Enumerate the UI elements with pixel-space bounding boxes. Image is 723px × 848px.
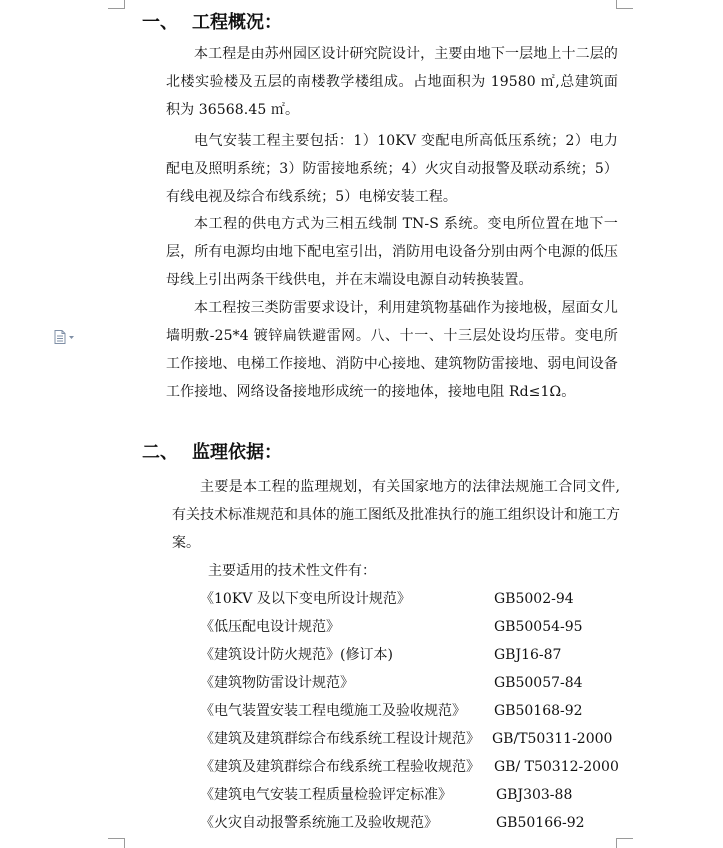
standards-subheading: 主要适用的技术性文件有： — [208, 563, 376, 579]
standard-name: 《火灾自动报警系统施工及验收规范》 — [200, 815, 438, 831]
standard-row — [200, 753, 620, 781]
standard-name: 《10KV 及以下变电所设计规范》 — [200, 591, 411, 607]
section-2-paragraph[interactable]: 主要是本工程的监理规划，有关国家地方的法律法规施工合同文件,有关技术标准规范和具体的施工图纸及批准执行的施工组织设计和施工方案。 — [172, 479, 620, 551]
standard-row — [200, 697, 620, 725]
section-2-title: 监理依据： — [192, 442, 282, 463]
standard-code: GB50057-84 — [494, 675, 583, 691]
standard-name: 《建筑及建筑群综合布线系统工程设计规范》 — [200, 731, 480, 747]
standard-name: 《建筑及建筑群综合布线系统工程验收规范》 — [200, 759, 480, 775]
section-1-number: 一、 — [142, 12, 178, 33]
section-1-paragraph-4[interactable]: 本工程按三类防雷要求设计，利用建筑物基础作为接地极，屋面女儿墙明敷-25*4 镀锌扁铁避雷网。八、十一、十三层处设均压带。变电所工作接地、电梯工作接地、消防中心接地、建筑物防雷接地、弱电间设备工作接地、网络设备接地形成统一的接地体，接地电阻 Rd≤1Ω。 — [166, 300, 618, 400]
section-1-paragraph-1[interactable]: 本工程是由苏州园区设计研究院设计，主要由地下一层地上十二层的北楼实验楼及五层的南楼教学楼组成。占地面积为 19580 ㎡,总建筑面积为 36568.45 ㎡。 — [166, 46, 618, 118]
section-1-paragraph-2[interactable]: 电气安装工程主要包括：1）10KV 变配电所高低压系统；2）电力配电及照明系统；3）防雷接地系统；4）火灾自动报警及联动系统；5）有线电视及综合布线系统；5）电梯安装工程。 — [166, 133, 618, 205]
standard-name: 《建筑设计防火规范》(修订本) — [200, 647, 393, 663]
standard-code: GB50166-92 — [496, 815, 585, 831]
standard-code: GBJ303-88 — [496, 787, 573, 803]
paragraph-options-icon[interactable] — [54, 329, 76, 343]
standard-name: 《低压配电设计规范》 — [200, 619, 340, 635]
standard-name: 《电气装置安装工程电缆施工及验收规范》 — [200, 703, 466, 719]
section-1-title: 工程概况： — [192, 12, 282, 33]
standard-row — [200, 669, 620, 697]
standard-code: GB50054-95 — [494, 619, 583, 635]
section-2-heading — [142, 441, 282, 465]
standard-name: 《建筑物防雷设计规范》 — [200, 675, 354, 691]
crop-mark-top-right — [616, 0, 633, 9]
standard-row — [200, 641, 620, 669]
standard-code: GBJ16-87 — [494, 647, 562, 663]
crop-mark-top-left — [108, 0, 125, 9]
standard-row — [200, 613, 620, 641]
section-1-heading — [142, 11, 282, 35]
standard-code: GB5002-94 — [494, 591, 574, 607]
standard-row — [200, 585, 620, 613]
standard-code: GB/ T50312-2000 — [494, 759, 619, 775]
standard-code: GB50168-92 — [494, 703, 583, 719]
section-1-paragraph-3[interactable]: 本工程的供电方式为三相五线制 TN-S 系统。变电所位置在地下一层，所有电源均由地下配电室引出，消防用电设备分别由两个电源的低压母线上引出两条干线供电，并在末端设电源自动转换装置。 — [166, 216, 618, 288]
standard-name: 《建筑电气安装工程质量检验评定标准》 — [200, 787, 452, 803]
standard-row — [200, 725, 620, 753]
standard-code: GB/T50311-2000 — [492, 731, 613, 747]
standard-row — [200, 809, 620, 837]
section-2-number: 二、 — [142, 442, 178, 463]
standard-row — [200, 781, 620, 809]
